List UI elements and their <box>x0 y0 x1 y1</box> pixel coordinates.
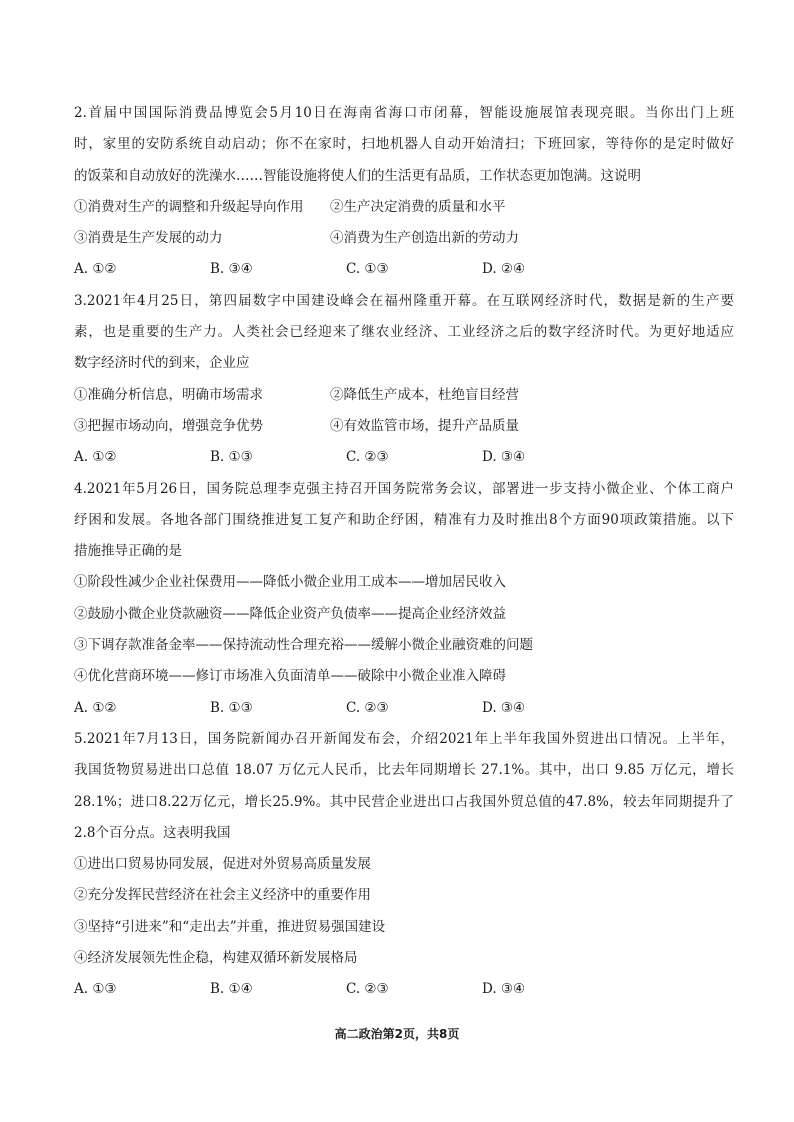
question-stem-line: 素，也是重要的生产力。人类社会已经迎来了继农业经济、工业经济之后的数字经济时代。为更好地适应 <box>74 324 734 341</box>
answer-row <box>74 693 734 724</box>
question-4 <box>74 474 734 724</box>
option-item: ①阶段性减少企业社保费用——降低小微企业用工成本——增加居民收入 <box>74 574 506 591</box>
answer-choice: D. ③④ <box>482 699 526 716</box>
option-item: ②生产决定消费的质量和水平 <box>330 198 506 215</box>
question-stem-line: 时，家里的安防系统自动启动；你不在家时，扫地机器人自动开始清扫；下班回家，等待你的是定时做好 <box>74 136 734 153</box>
answer-choice: C. ②③ <box>346 449 389 466</box>
answer-choice: A. ①② <box>74 449 117 466</box>
option-item: ②鼓励小微企业贷款融资——降低企业资产负债率——提高企业经济效益 <box>74 605 506 622</box>
answer-row <box>74 442 734 473</box>
question-stem-line: 5.2021年7月13日，国务院新闻办召开新闻发布会，介绍2021年上半年我国外贸进出口情况。上半年， <box>74 730 734 747</box>
option-item: ②降低生产成本，杜绝盲目经营 <box>330 386 519 403</box>
question-stem-line: 4.2021年5月26日，国务院总理李克强主持召开国务院常务会议，部署进一步支持小微企业、个体工商户 <box>74 480 734 497</box>
answer-choice: B. ①③ <box>210 449 253 466</box>
option-row <box>74 380 734 411</box>
answer-choice: D. ②④ <box>482 261 526 278</box>
option-item: ③消费是生产发展的动力 <box>74 230 223 247</box>
answer-row <box>74 254 734 285</box>
option-item: ④消费为生产创造出新的劳动力 <box>330 230 519 247</box>
answer-choice: A. ①② <box>74 261 117 278</box>
answer-choice: D. ③④ <box>482 449 526 466</box>
answer-choice: B. ①③ <box>210 699 253 716</box>
answer-choice: A. ①② <box>74 699 117 716</box>
question-3 <box>74 286 734 474</box>
exam-page <box>74 98 734 1006</box>
question-stem-line: 措施推导正确的是 <box>74 543 182 560</box>
option-item: ①准确分析信息，明确市场需求 <box>74 386 263 403</box>
option-item: ①进出口贸易协同发展，促进对外贸易高质量发展 <box>74 856 371 873</box>
answer-choice: B. ③④ <box>210 261 253 278</box>
question-stem-line: 2.8个百分点。这表明我国 <box>74 824 231 841</box>
option-row <box>74 223 734 254</box>
option-item: ③坚持“引进来”和“走出去”并重，推进贸易强国建设 <box>74 918 386 935</box>
answer-choice: B. ①④ <box>210 981 253 998</box>
option-item: ④经济发展领先性企稳，构建双循环新发展格局 <box>74 950 358 967</box>
option-item: ④有效监管市场，提升产品质量 <box>330 417 519 434</box>
option-row <box>74 411 734 442</box>
option-item: ④优化营商环境——修订市场准入负面清单——破除中小微企业准入障碍 <box>74 668 506 685</box>
answer-choice: C. ②③ <box>346 981 389 998</box>
question-2 <box>74 98 734 286</box>
question-stem-line: 28.1%；进口8.22万亿元，增长25.9%。其中民营企业进出口占我国外贸总值的47.8%，较去年同期提升了 <box>74 793 734 810</box>
question-stem-line: 3.2021年4月25日，第四届数字中国建设峰会在福州隆重开幕。在互联网经济时代，数据是新的生产要 <box>74 292 734 309</box>
option-item: ③把握市场动向，增强竞争优势 <box>74 417 263 434</box>
question-stem-line: 数字经济时代的到来，企业应 <box>74 355 250 372</box>
option-row <box>74 192 734 223</box>
option-item: ②充分发挥民营经济在社会主义经济中的重要作用 <box>74 887 371 904</box>
answer-choice: C. ②③ <box>346 699 389 716</box>
question-5 <box>74 724 734 1006</box>
answer-choice: D. ③④ <box>482 981 526 998</box>
answer-row <box>74 974 734 1005</box>
answer-choice: C. ①③ <box>346 261 389 278</box>
page-footer: 高二政治第2页，共8页 <box>334 1027 460 1041</box>
question-stem-line: 我国货物贸易进出口总值 18.07 万亿元人民币，比去年同期增长 27.1%。其中，出口 9.85 万亿元，增长 <box>74 762 734 779</box>
question-stem-line: 纾困和发展。各地各部门围绕推进复工复产和助企纾困，精准有力及时推出8个方面90项政策措施。以下 <box>74 511 734 528</box>
question-stem-line: 的饭菜和自动放好的洗澡水……智能设施将使人们的生活更有品质，工作状态更加饱满。这说明 <box>74 167 641 184</box>
answer-choice: A. ①③ <box>74 981 117 998</box>
option-item: ①消费对生产的调整和升级起导向作用 <box>74 198 304 215</box>
question-stem-line: 2.首届中国国际消费品博览会5月10日在海南省海口市闭幕，智能设施展馆表现亮眼。当你出门上班 <box>74 105 734 121</box>
option-item: ③下调存款准备金率——保持流动性合理充裕——缓解小微企业融资难的问题 <box>74 637 533 654</box>
